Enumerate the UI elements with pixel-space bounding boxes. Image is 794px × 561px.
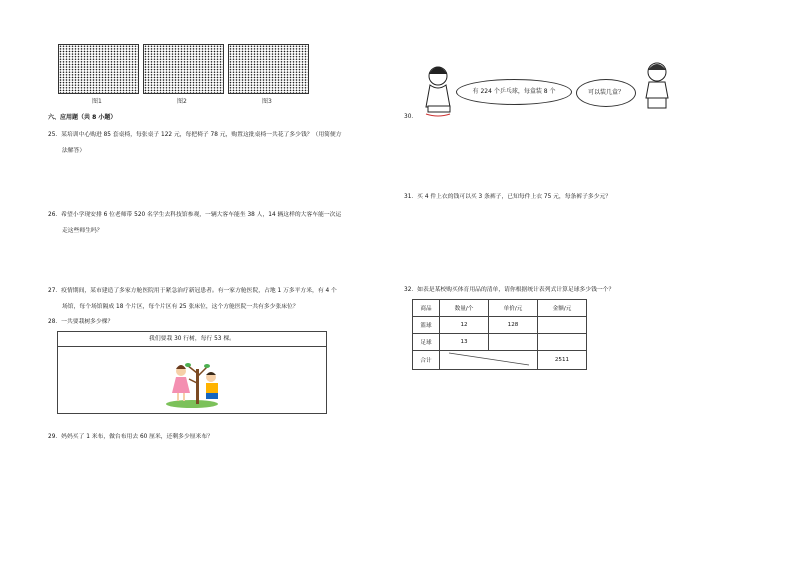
question-25-line2: 法解答） [62, 148, 86, 154]
table-cell [538, 334, 587, 351]
question-30-number: 30． [404, 114, 418, 120]
question-27-line2: 场馆，每个场馆隔成 18 个片区，每个片区有 25 张床位，这个方舱医院一共有多少张床位？ [62, 304, 299, 310]
question-29: 29．妈妈买了 1 米布，做台布用去 60 厘米，还剩多少厘米布？ [48, 434, 213, 440]
question-27-line1: 27．疫情期间，某市建造了多家方舱医院用于紧急治疗新冠患者。有一家方舱医院，占地 1 万多平方米，有 4 个 [48, 288, 337, 294]
question-31: 31．买 4 件上衣的钱可以买 3 条裤子，已知每件上衣 75 元，每条裤子多少元？ [404, 194, 612, 200]
table-cell: 128 [489, 317, 538, 334]
table-total-value: 2511 [538, 351, 587, 370]
dot-grid-figure-2 [143, 44, 224, 94]
purchase-table [412, 299, 587, 370]
question-32: 32．如表是某校购买体育用品的清单，请你根据统计表列式计算足球多少钱一个？ [404, 287, 615, 293]
table-diagonal-cell [440, 351, 538, 370]
speech-bubble-reply: 可以装几盒？ [576, 79, 636, 107]
dot-grid-figure-1 [58, 44, 139, 94]
table-cell [538, 317, 587, 334]
table-cell: 12 [440, 317, 489, 334]
planting-kids-illustration [58, 347, 326, 413]
diagonal-line [445, 351, 533, 367]
table-header: 金额/元 [538, 300, 587, 317]
figure-caption-3: 图3 [262, 98, 272, 105]
table-total-row [413, 351, 587, 370]
table-total-label: 合计 [413, 351, 440, 370]
speech-bubble-question: 有 224 个乒乓球，每盒装 8 个 [456, 79, 572, 105]
table-header: 商品 [413, 300, 440, 317]
table-cell: 足球 [413, 334, 440, 351]
table-row [413, 317, 587, 334]
question-26-line2: 走这些师生吗？ [62, 228, 103, 234]
dot-grid-figure-3 [228, 44, 309, 94]
table-header: 单价/元 [489, 300, 538, 317]
question-26-line1: 26．希望小学现安排 6 位老师带 520 名学生去科技馆参观，一辆大客车能坐 38 人，14 辆这样的大客车能一次运 [48, 212, 342, 218]
question-28-box-text: 我们要栽 30 行树，每行 53 棵。 [58, 332, 326, 347]
figure-caption-1: 图1 [92, 98, 102, 105]
figure-caption-2: 图2 [177, 98, 187, 105]
question-28-box [57, 331, 327, 414]
section-title: 六、应用题（共 8 小题） [48, 114, 117, 121]
question-25-line1: 25．某培训中心购进 85 套桌椅，每张桌子 122 元，每把椅子 78 元，购置这批桌椅一共花了多少钱？（用简便方 [48, 132, 342, 138]
table-cell [489, 334, 538, 351]
table-row [413, 334, 587, 351]
question-28: 28．一共要栽树多少棵？ [48, 319, 114, 325]
table-header-row [413, 300, 587, 317]
teacher-illustration [420, 62, 456, 118]
table-cell: 13 [440, 334, 489, 351]
boy-illustration [640, 58, 674, 110]
table-cell: 篮球 [413, 317, 440, 334]
table-header: 数量/个 [440, 300, 489, 317]
